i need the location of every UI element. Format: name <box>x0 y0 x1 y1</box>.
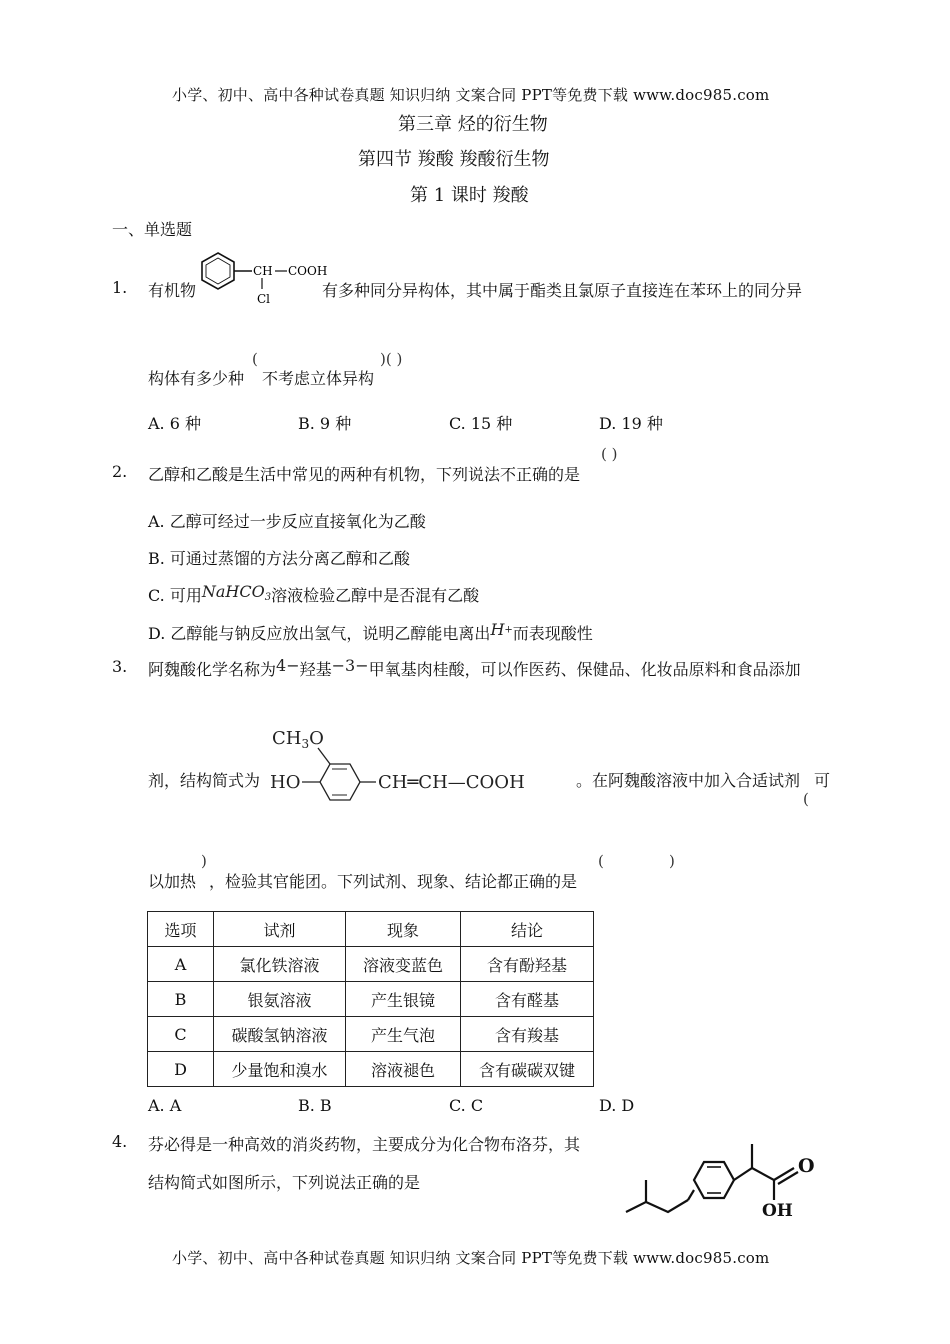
table-row <box>148 947 594 982</box>
table-header-cell: 结论 <box>461 912 594 947</box>
q2-option-d-formula: H <box>490 620 505 639</box>
q3-num4: 4− <box>276 656 300 675</box>
q1-note-rparen: )( ) <box>380 350 403 368</box>
q3-answer-table <box>147 911 594 1087</box>
q2-option-d-pre: D. 乙醇能与钠反应放出氢气，说明乙醇能电离出 <box>148 624 491 643</box>
q2-option-c-formula: NaHCO <box>201 582 265 601</box>
q4-structure-image <box>624 1130 836 1220</box>
q4-oh-label: OH <box>762 1201 793 1221</box>
q2-option-c-pre: C. 可用 <box>148 586 202 605</box>
q1-cooh-label: COOH <box>288 264 328 278</box>
section-title: 第四节 羧酸 羧酸衍生物 <box>358 149 550 170</box>
q2-option-d[interactable] <box>148 621 593 644</box>
page-header: 小学、初中、高中各种试卷真题 知识归纳 文案合同 PPT等免费下载 www.doc985.com <box>172 86 770 104</box>
table-cell: D <box>148 1052 214 1087</box>
q3-line2-pre: 剂，结构简式为 <box>148 771 261 790</box>
q3-line2-post: 。在阿魏酸溶液中加入合适试剂 <box>576 771 801 790</box>
chapter-title: 第三章 烃的衍生物 <box>398 114 548 135</box>
q3-line3-post: ，检验其官能团。下列试剂、现象、结论都正确的是 <box>209 872 578 891</box>
q3-line1 <box>148 657 801 680</box>
q2-option-b[interactable]: B. 可通过蒸馏的方法分离乙醇和乙酸 <box>148 549 410 568</box>
table-cell: 银氨溶液 <box>214 982 346 1017</box>
table-cell: 含有碳碳双键 <box>461 1052 594 1087</box>
table-cell: 产生气泡 <box>346 1017 461 1052</box>
q3-chain-label: CH═CH—COOH <box>378 772 525 793</box>
table-cell: 含有醛基 <box>461 982 594 1017</box>
q2-text: 乙醇和乙酸是生活中常见的两种有机物，下列说法不正确的是 <box>148 465 581 484</box>
q3-line2-end: 可 <box>814 771 831 790</box>
q1-option-d[interactable]: D. 19 种 <box>599 414 663 433</box>
table-cell: 氯化铁溶液 <box>214 947 346 982</box>
table-row <box>148 1052 594 1087</box>
q1-note-lparen: ( <box>252 350 258 368</box>
q3-number: 3. <box>112 657 128 676</box>
q1-text-pre: 有机物 <box>148 281 197 300</box>
q2-bracket: ( ) <box>601 445 618 463</box>
table-row <box>148 1017 594 1052</box>
table-header-row <box>148 912 594 947</box>
q3-ch3o-ch: CH <box>272 728 302 749</box>
q3-reagent-lparen: ( <box>803 790 809 808</box>
svg-text:CH3O <box>272 728 324 751</box>
q2-number: 2. <box>112 462 128 481</box>
q3-line3-pre: 以加热 <box>148 872 197 891</box>
table-cell: 含有酚羟基 <box>461 947 594 982</box>
table-cell: C <box>148 1017 214 1052</box>
q3-ho-label: HO <box>270 772 301 793</box>
lesson-title: 第 1 课时 羧酸 <box>410 185 529 206</box>
table-cell: 产生银镜 <box>346 982 461 1017</box>
q2-option-c-post: 溶液检验乙醇中是否混有乙酸 <box>271 586 480 605</box>
table-cell: 少量饱和溴水 <box>214 1052 346 1087</box>
q3-option-d[interactable]: D. D <box>599 1096 635 1115</box>
q1-note: 不考虑立体异构 <box>262 369 375 388</box>
q3-option-b[interactable]: B. B <box>298 1096 332 1115</box>
q1-option-b[interactable]: B. 9 种 <box>298 414 352 433</box>
q2-option-c[interactable] <box>148 583 479 608</box>
q3-line1-pre: 阿魏酸化学名称为 <box>148 660 277 679</box>
q3-option-a[interactable]: A. A <box>148 1096 182 1115</box>
table-row <box>148 982 594 1017</box>
q3-num3: −3− <box>331 656 369 675</box>
q4-number: 4. <box>112 1132 128 1151</box>
q3-bracket-right: ) <box>669 852 675 870</box>
q4-line1: 芬必得是一种高效的消炎药物，主要成分为化合物布洛芬，其 <box>148 1135 581 1154</box>
q3-bracket-left: ( <box>598 852 604 870</box>
q1-line2: 构体有多少种 <box>148 369 245 388</box>
table-cell: 碳酸氢钠溶液 <box>214 1017 346 1052</box>
q3-ch3o-o: O <box>309 728 324 749</box>
page-footer: 小学、初中、高中各种试卷真题 知识归纳 文案合同 PPT等免费下载 www.doc985.com <box>172 1249 770 1267</box>
q1-text-post: 有多种同分异构体，其中属于酯类且氯原子直接连在苯环上的同分异 <box>322 281 803 300</box>
q2-option-d-post: 而表现酸性 <box>512 624 593 643</box>
table-cell: A <box>148 947 214 982</box>
q3-line1-post: 甲氧基肉桂酸，可以作医药、保健品、化妆品原料和食品添加 <box>368 660 801 679</box>
table-cell: 溶液变蓝色 <box>346 947 461 982</box>
q3-structure-image <box>266 722 572 804</box>
q1-cl-label: Cl <box>257 292 271 306</box>
table-header-cell: 现象 <box>346 912 461 947</box>
q1-option-a[interactable]: A. 6 种 <box>148 414 201 433</box>
table-cell: B <box>148 982 214 1017</box>
q4-line2: 结构简式如图所示，下列说法正确的是 <box>148 1173 421 1192</box>
table-header-cell: 选项 <box>148 912 214 947</box>
table-cell: 溶液褪色 <box>346 1052 461 1087</box>
table-cell: 含有羧基 <box>461 1017 594 1052</box>
q2-option-d-sup: + <box>504 624 513 636</box>
q2-option-c-sub: 3 <box>264 592 272 604</box>
q1-option-c[interactable]: C. 15 种 <box>449 414 513 433</box>
q3-mid1: 羟基 <box>299 660 332 679</box>
q3-reagent-rparen: ) <box>201 852 207 870</box>
q4-o-label: O <box>798 1155 815 1177</box>
q3-ch3o-sub: 3 <box>301 737 310 751</box>
table-header-cell: 试剂 <box>214 912 346 947</box>
q2-option-a[interactable]: A. 乙醇可经过一步反应直接氧化为乙酸 <box>148 512 426 531</box>
q1-ch-label: CH <box>253 264 273 278</box>
section-label: 一、单选题 <box>112 220 193 239</box>
q1-structure-image <box>197 245 328 307</box>
q1-number: 1. <box>112 278 128 297</box>
q3-option-c[interactable]: C. C <box>449 1096 484 1115</box>
